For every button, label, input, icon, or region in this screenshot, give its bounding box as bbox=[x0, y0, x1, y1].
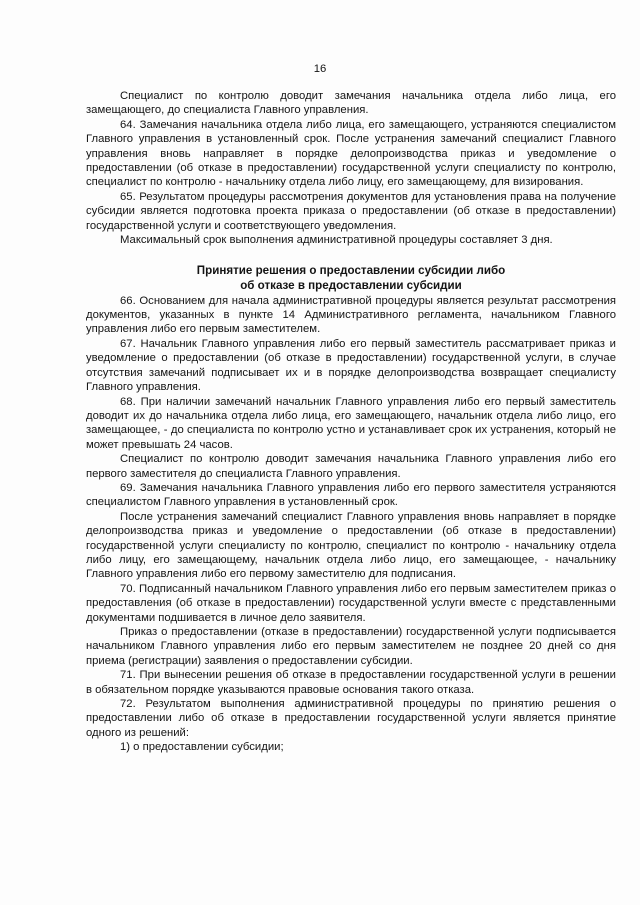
section-heading bbox=[86, 264, 616, 293]
section-after bbox=[86, 294, 616, 741]
paragraph: 65. Результатом процедуры рассмотрения документов для установления права на получение субсидии является подготовка проекта приказа о предоставлении (об отказе в предоставлении) государственной услуги и соответствующего уведомления. bbox=[86, 190, 616, 232]
paragraph: Специалист по контролю доводит замечания начальника отдела либо лица, его замещающего, до специалиста Главного управления. bbox=[86, 90, 616, 117]
paragraph: 69. Замечания начальника Главного управления либо его первого заместителя устраняются специалистом Главного управления в установленный срок. bbox=[86, 481, 616, 509]
paragraph: 68. При наличии замечаний начальник Главного управления либо его первый заместитель доводит их до начальника отдела либо лица, его замещающего, начальник отдела либо лицо, его замещающее, - до специалиста по контролю устно и устанавливает срок их устранения, который не может превышать 24 часов. bbox=[86, 395, 616, 451]
paragraph: 72. Результатом выполнения административной процедуры по принятию решения о предоставлении либо об отказе в предоставлении государственной услуги является принятие одного из решений: bbox=[86, 698, 616, 739]
paragraph: 67. Начальник Главного управления либо его первый заместитель рассматривает приказ и уведомление о предоставлении (об отказе в предоставлении) государственной услуги, в случае отсутствия замечаний подписывает их и в порядке делопроизводства возвращает специалисту Главного управления. bbox=[86, 337, 616, 394]
paragraph: Максимальный срок выполнения административной процедуры составляет 3 дня. bbox=[120, 234, 553, 247]
document-body bbox=[86, 89, 616, 755]
paragraph: После устранения замечаний специалист Главного управления вновь направляет в порядке делопроизводства приказ и уведомление о предоставлении (об отказе в предоставлении) государственной услуги специалисту по контролю, специалист по контролю - начальнику отдела либо лицу, его замещающему, начальник отдела либо лицо, его замещающее, - начальнику Главного управления либо его первому заместителю для подписания. bbox=[86, 510, 616, 581]
page-number: 16 bbox=[313, 63, 327, 75]
decision-list bbox=[86, 740, 616, 754]
heading-line-1: Принятие решения о предоставлении субсидии либо bbox=[196, 264, 506, 278]
paragraph: 71. При вынесении решения об отказе в предоставлении государственной услуги в решении в обязательном порядке указываются правовые основания такого отказа. bbox=[86, 669, 616, 696]
heading-line-2: об отказе в предоставлении субсидии bbox=[240, 279, 462, 293]
paragraph: 66. Основанием для начала административной процедуры является результат рассмотрения документов, указанных в пункте 14 Административного регламента, начальником Главного управления либо его первым заместителем. bbox=[86, 294, 616, 336]
list-item: 1) о предоставлении субсидии; bbox=[120, 741, 284, 754]
section-before bbox=[86, 89, 616, 247]
paragraph: Приказ о предоставлении (отказе в предоставлении) государственной услуги подписывается начальником Главного управления либо его первым заместителем не позднее 20 дней со дня приема (регистрации) заявления о предоставлении субсидии. bbox=[86, 626, 616, 667]
paragraph: Специалист по контролю доводит замечания начальника Главного управления либо его первого заместителя до специалиста Главного управления. bbox=[86, 453, 616, 480]
paragraph: 70. Подписанный начальником Главного управления либо его первым заместителем приказ о предоставления (об отказе в предоставлении) государственной услуги вместе с представленными документами подшивается в личное дело заявителя. bbox=[86, 582, 616, 624]
paragraph: 64. Замечания начальника отдела либо лица, его замещающего, устраняются специалистом Главного управления в установленный срок. После устранения замечаний специалист Главного управления вновь направляет в порядке делопроизводства приказ и уведомление о предоставлении (об отказе в предоставлении) государственной услуги специалисту по контролю, специалист по контролю - начальнику отдела либо лицу, его замещающему, для визирования. bbox=[86, 118, 616, 189]
